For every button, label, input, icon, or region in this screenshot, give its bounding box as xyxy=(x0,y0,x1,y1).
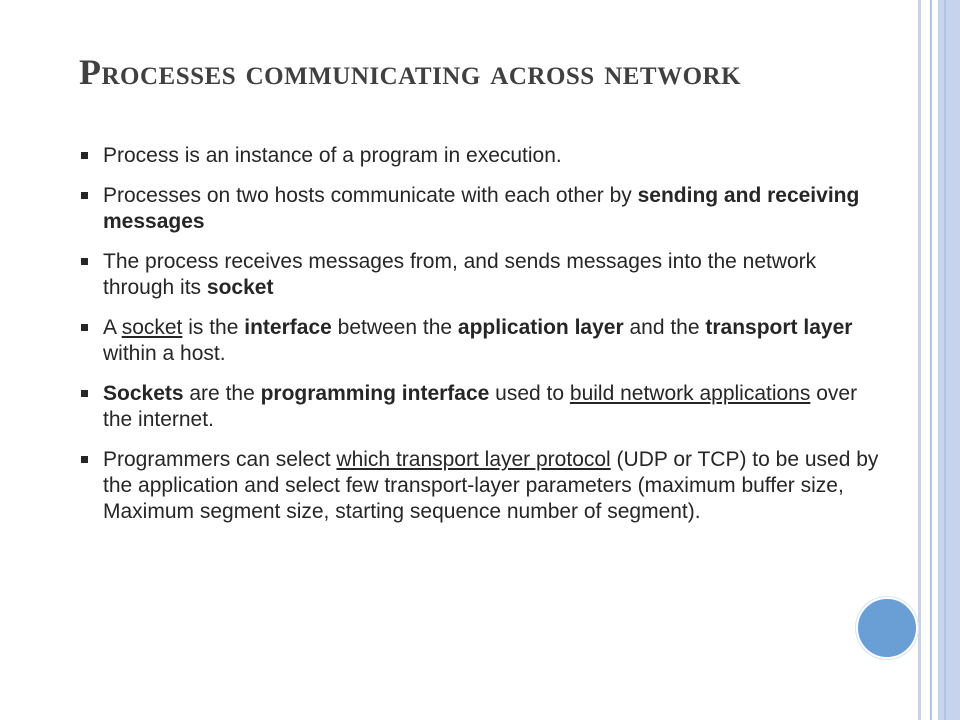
bullet-segment: The process receives messages from, and sends messages into the network through its xyxy=(103,250,817,299)
bullet-segment-underline: build network applications xyxy=(569,382,811,405)
bullet-segment: is the xyxy=(182,316,245,339)
square-bullet-icon xyxy=(81,192,88,199)
bullet-segment: are the xyxy=(183,382,261,405)
bullet-item xyxy=(78,447,888,525)
bullet-segment-bold: Sockets xyxy=(103,382,184,405)
bullet-segment: A xyxy=(103,316,122,339)
square-bullet-icon xyxy=(81,390,88,397)
bullet-item xyxy=(78,381,888,433)
square-bullet-icon xyxy=(81,324,88,331)
bullet-segment: used to xyxy=(489,382,570,405)
bullet-segment-underline: which transport layer protocol xyxy=(336,448,611,471)
bullet-segment-bold: sending and receiving messages xyxy=(103,184,860,233)
bullet-segment-bold: transport layer xyxy=(705,316,853,339)
square-bullet-icon xyxy=(81,456,88,463)
square-bullet-icon xyxy=(81,258,88,265)
bullet-list xyxy=(78,143,888,539)
bullet-segment-underline: socket xyxy=(121,316,183,339)
right-border-stripe xyxy=(938,0,960,720)
bullet-segment: within a host. xyxy=(103,342,226,365)
right-border-stripe xyxy=(944,0,946,720)
decorative-circle xyxy=(856,597,918,659)
slide-title: Processes communicating across network xyxy=(79,52,742,92)
bullet-segment: and the xyxy=(623,316,706,339)
bullet-item xyxy=(78,249,888,301)
bullet-segment: Programmers can select xyxy=(103,448,337,471)
right-border-stripe xyxy=(921,0,930,720)
bullet-segment-bold: programming interface xyxy=(260,382,490,405)
bullet-segment-bold: socket xyxy=(206,276,274,299)
bullet-segment-bold: interface xyxy=(244,316,332,339)
bullet-item xyxy=(78,315,888,367)
bullet-segment: Process is an instance of a program in execution. xyxy=(103,144,562,167)
bullet-segment: between the xyxy=(331,316,458,339)
bullet-item xyxy=(78,183,888,235)
bullet-item xyxy=(78,143,888,169)
square-bullet-icon xyxy=(81,152,88,159)
bullet-segment: over the internet. xyxy=(103,382,858,431)
bullet-segment-bold: application layer xyxy=(457,316,624,339)
bullet-segment: Processes on two hosts communicate with each other by xyxy=(103,184,638,207)
bullet-segment: (UDP or TCP) to be used by the application and select few transport-layer parameters (maximum buffer size, Maximum segment size, starting sequence number of segment). xyxy=(103,448,879,523)
